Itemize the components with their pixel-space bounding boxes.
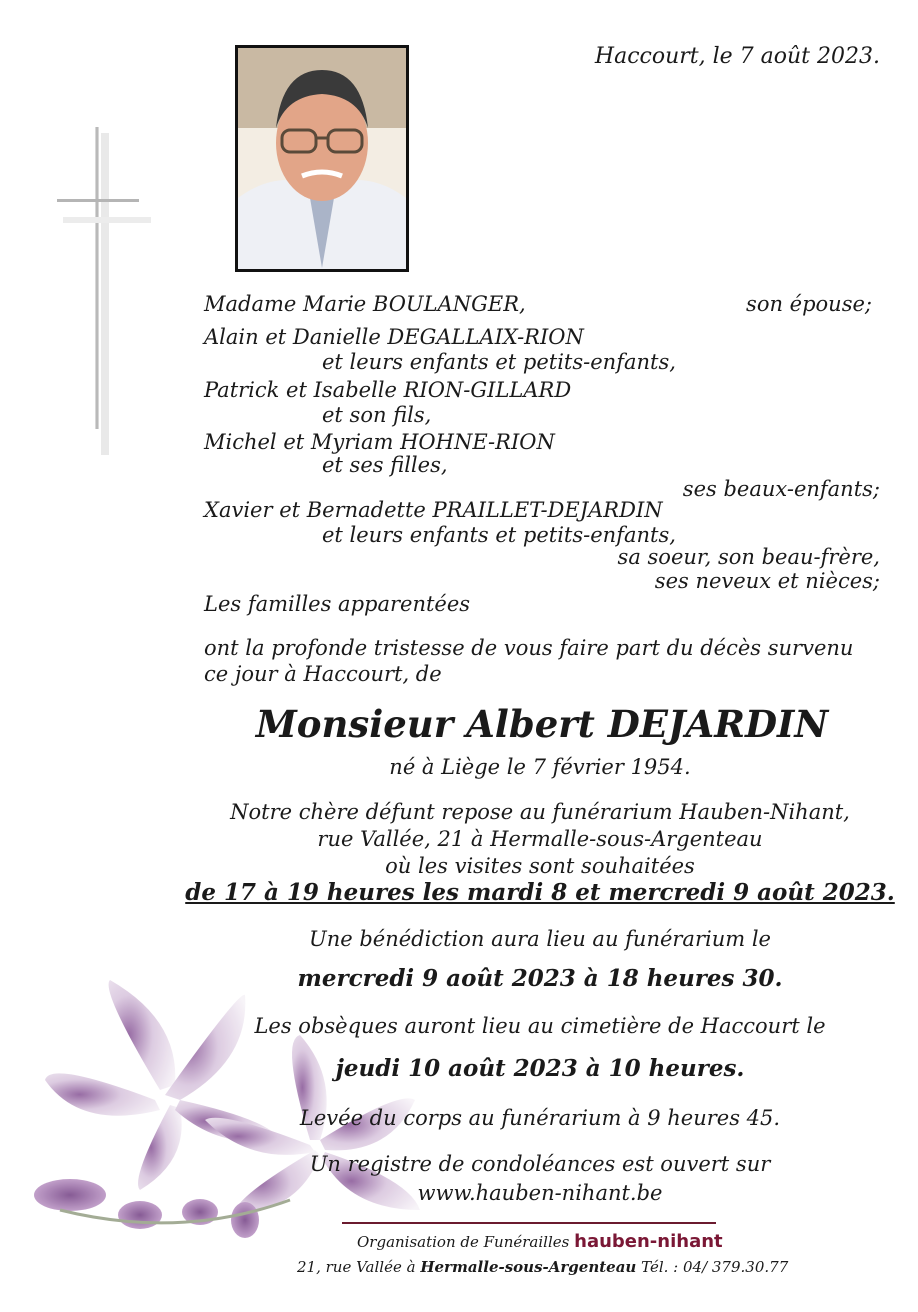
announcement-line: ce jour à Haccourt, de: [204, 662, 442, 686]
family-subline: et son fils,: [322, 403, 432, 427]
family-line: Les familles apparentées: [204, 592, 471, 616]
registre-line: Un registre de condoléances est ouvert sur: [309, 1152, 771, 1176]
footer-address-prefix: 21, rue Vallée à: [297, 1258, 416, 1276]
portrait-image: [238, 48, 406, 269]
family-relation: son épouse;: [746, 292, 872, 316]
visit-hours: de 17 à 19 heures les mardi 8 et mercredi 9 août 2023.: [185, 879, 895, 906]
cross-icon: [55, 125, 155, 455]
notice-date: Haccourt, le 7 août 2023.: [594, 44, 880, 69]
family-relation: ses neveux et nièces;: [654, 569, 880, 593]
benediction-when: mercredi 9 août 2023 à 18 heures 30.: [297, 965, 783, 992]
deceased-photo: [235, 45, 409, 272]
visit-line: rue Vallée, 21 à Hermalle-sous-Argenteau: [317, 827, 763, 851]
family-line: Alain et Danielle DEGALLAIX-RION: [204, 325, 584, 349]
family-relation: ses beaux-enfants;: [682, 477, 880, 501]
family-subline: et ses filles,: [322, 453, 448, 477]
footer-address: [297, 1256, 788, 1278]
family-line: Patrick et Isabelle RION-GILLARD: [204, 378, 572, 402]
announcement-line: ont la profonde tristesse de vous faire part du décès survenu: [204, 636, 854, 660]
funeral-when: jeudi 10 août 2023 à 10 heures.: [335, 1055, 745, 1082]
visit-line: où les visites sont souhaitées: [385, 854, 695, 878]
family-line: Xavier et Bernadette PRAILLET-DEJARDIN: [204, 498, 663, 522]
footer-phone: Tél. : 04/ 379.30.77: [641, 1258, 789, 1276]
levee-line: Levée du corps au funérarium à 9 heures 45.: [299, 1106, 781, 1130]
benediction-intro: Une bénédiction aura lieu au funérarium le: [309, 927, 771, 951]
funeral-intro: Les obsèques auront lieu au cimetière de Haccourt le: [254, 1014, 826, 1038]
website-link[interactable]: www.hauben-nihant.be: [417, 1181, 663, 1205]
family-line: Madame Marie BOULANGER,: [204, 292, 526, 316]
family-subline: et leurs enfants et petits-enfants,: [322, 523, 676, 547]
footer-divider: [342, 1222, 716, 1224]
brand-logo: hauben-nihant: [574, 1231, 723, 1252]
footer-city: Hermalle-sous-Argenteau: [420, 1258, 637, 1276]
family-subline: et leurs enfants et petits-enfants,: [322, 350, 676, 374]
deceased-name: Monsieur Albert DEJARDIN: [255, 702, 829, 746]
visit-line: Notre chère défunt repose au funérarium Hauben-Nihant,: [230, 800, 850, 824]
footer-org-prefix: Organisation de Funérailles: [357, 1233, 570, 1251]
family-relation: sa soeur, son beau-frère,: [617, 545, 880, 569]
deceased-birth: né à Liège le 7 février 1954.: [389, 755, 691, 779]
family-line: Michel et Myriam HOHNE-RION: [204, 430, 555, 454]
footer-org: [357, 1230, 723, 1254]
